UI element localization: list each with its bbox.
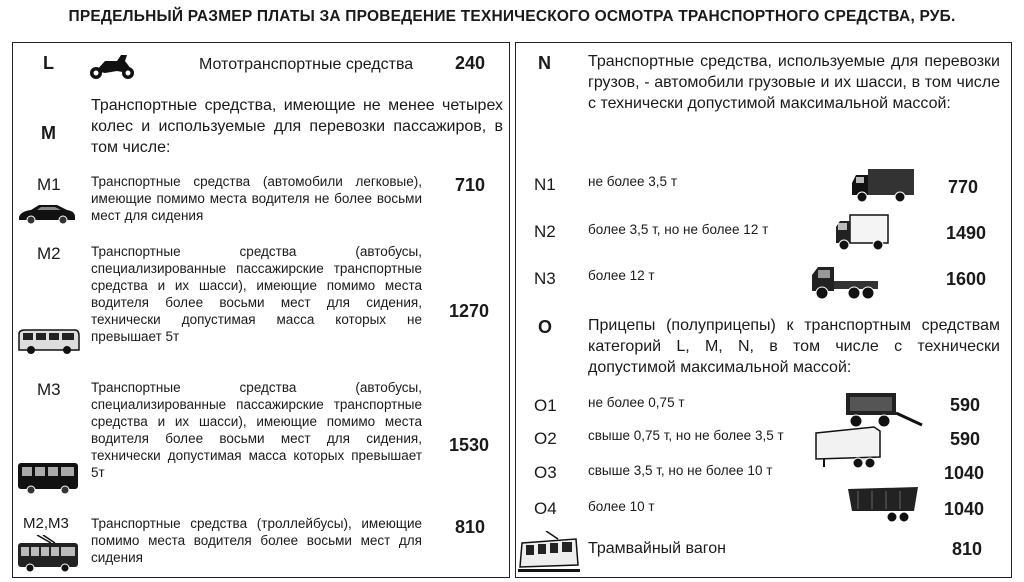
category-o-text: Прицепы (полуприцепы) к транспортным средствам категорий L, M, N, в том числе с технически допустимой максимальной массой: [588,317,1000,376]
category-n3-price: 1600 [946,269,987,289]
dump-semitrailer-icon [846,483,922,527]
category-m3-price: 1530 [449,435,490,455]
category-code-m2: M2 [37,244,61,263]
category-m2-price: 1270 [449,301,490,321]
right-panel [515,42,1012,578]
tram-price: 810 [952,539,983,559]
tram-icon [518,531,580,575]
category-code-o4: O4 [534,499,557,518]
category-n2-price: 1490 [946,223,987,243]
category-n1-price: 770 [948,177,979,197]
trolleybus-icon [17,535,79,573]
tractor-truck-icon [808,261,882,303]
category-n1-text: не более 3,5 т [588,174,678,189]
van-truck-icon [850,165,916,207]
category-m2-m3-text: Транспортные средства (троллейбусы), имеющие помимо места водителя более восьми мест для сидения [91,516,422,565]
category-m2-text: Транспортные средства (автобусы, специализированные пассажирские транспортные средства и их шасси), имеющие помимо места водителя более восьми мест для сидения, технически допустимая масса которых не превышает 5т [91,244,422,344]
category-o3-text: свыше 3,5 т, но не более 10 т [588,463,773,478]
category-code-m2-m3: M2,M3 [23,515,69,532]
category-o1-text: не более 0,75 т [588,395,685,410]
category-m-text: Транспортные средства, имеющие не менее четырех колес и используемые для перевозки пассажиров, в том числе: [91,97,503,156]
tram-label: Трамвайный вагон [588,540,726,557]
category-code-o2: O2 [534,429,557,448]
category-code-o1: O1 [534,396,557,415]
box-truck-icon [834,213,890,255]
category-code-m1: M1 [37,175,61,194]
category-l-price: 240 [455,53,486,73]
category-code-l: L [43,53,54,73]
category-l-label: Мототранспортные средства [199,56,414,73]
category-m1-price: 710 [455,175,486,195]
category-o3-price: 1040 [944,463,985,483]
semitrailer-icon [814,423,882,471]
category-o2-text: свыше 0,75 т, но не более 3,5 т [588,428,784,443]
category-n3-text: более 12 т [588,268,655,283]
category-o4-text: более 10 т [588,499,655,514]
category-code-n1: N1 [534,175,556,194]
page-title: ПРЕДЕЛЬНЫЙ РАЗМЕР ПЛАТЫ ЗА ПРОВЕДЕНИЕ ТЕХНИЧЕСКОГО ОСМОТРА ТРАНСПОРТНОГО СРЕДСТВА, РУБ. [68,8,956,25]
category-o2-price: 590 [950,429,981,449]
category-code-o3: O3 [534,463,557,482]
motorcycle-icon [87,49,137,81]
category-m3-text: Транспортные средства (автобусы, специализированные пассажирские транспортные средства и их шасси), имеющие помимо места водителя более восьми мест для сидения, технически допустимая масса которых превышает 5т [91,380,422,480]
category-code-n: N [538,53,551,73]
category-o4-price: 1040 [944,499,985,519]
category-m2-m3-price: 810 [455,517,486,537]
category-code-o: O [538,317,553,337]
category-n2-text: более 3,5 т, но не более 12 т [588,222,769,237]
minibus-icon [17,328,81,356]
category-code-n2: N2 [534,222,556,241]
category-code-n3: N3 [534,269,556,288]
category-m1-text: Транспортные средства (автомобили легковые), имеющие помимо места водителя не более восьми мест для сидения [91,174,422,223]
left-panel [12,42,510,578]
category-n-text: Транспортные средства, используемые для перевозки грузов, - автомобили грузовые и их шасси, в том числе с технически допустимой максимальной массой: [588,53,1000,112]
category-code-m: M [41,123,56,143]
bus-icon [17,461,79,495]
category-code-m3: M3 [37,380,61,399]
car-icon [17,201,77,225]
category-o1-price: 590 [950,395,981,415]
